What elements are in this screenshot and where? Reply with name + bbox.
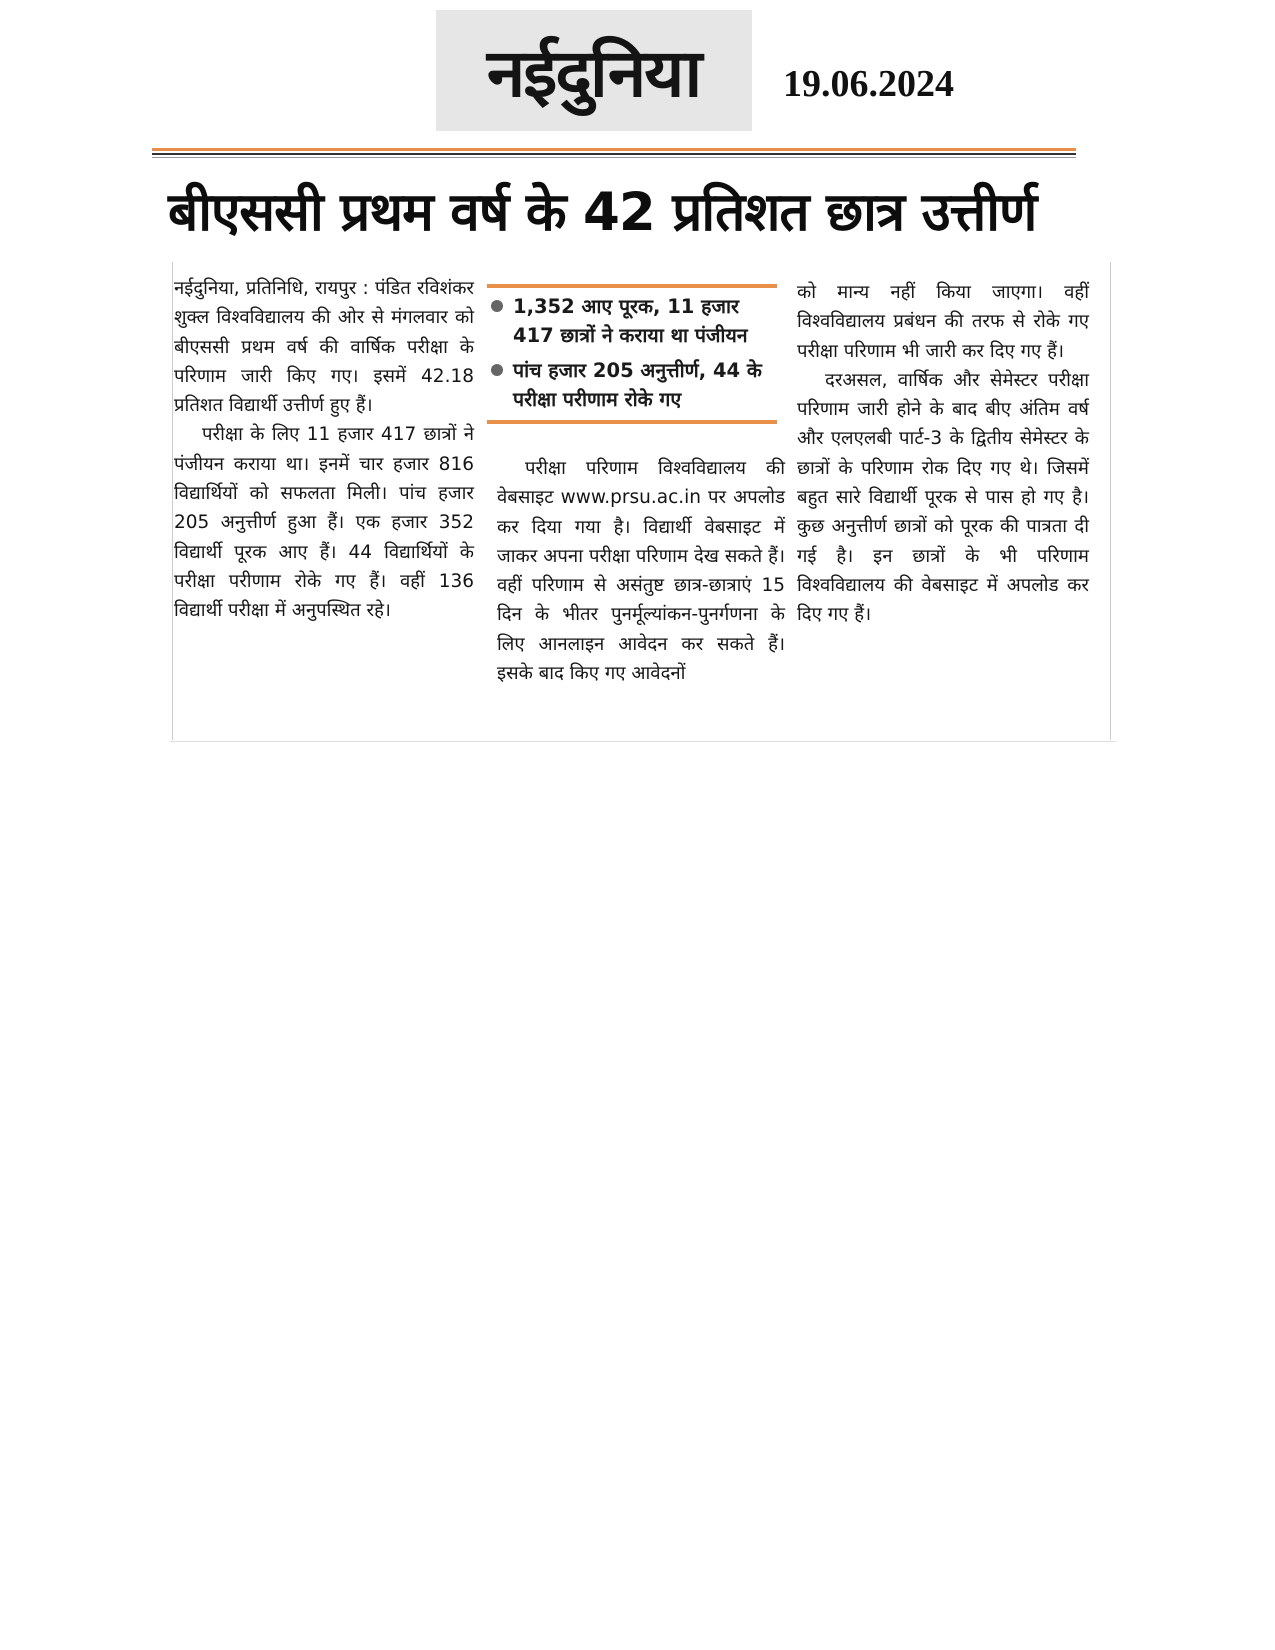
masthead-logo: नईदुनिया — [487, 34, 701, 112]
column3-paragraph-1: को मान्य नहीं किया जाएगा। वहीं विश्वविद्यालय प्रबंधन की तरफ से रोके गए परीक्षा परिणाम भी जारी कर दिए गए हैं। — [797, 282, 1089, 362]
bullet-icon — [491, 364, 503, 376]
newspaper-masthead — [436, 10, 752, 131]
highlight-text: 1,352 आए पूरक, 11 हजार 417 छात्रों ने कराया था पंजीयन — [513, 295, 748, 347]
highlight-item — [487, 356, 777, 414]
bullet-icon — [491, 300, 503, 312]
column1-paragraph-1: नईदुनिया, प्रतिनिधि, रायपुर : पंडित रविशंकर शुक्ल विश्वविद्यालय की ओर से मंगलवार को बीएससी प्रथम वर्ष की वार्षिक परीक्षा के परिणाम जारी किए गए। इसमें 42.18 प्रतिशत विद्यार्थी उत्तीर्ण हुए हैं। — [174, 278, 474, 417]
column3-paragraph-2: दरअसल, वार्षिक और सेमेस्टर परीक्षा परिणाम जारी होने के बाद बीए अंतिम वर्ष और एलएलबी पार्ट-3 के द्वितीय सेमेस्टर के छात्रों के परिणाम रोक दिए गए थे। जिसमें बहुत सारे विद्यार्थी पूरक से पास हो गए है। कुछ अनुत्तीर्ण छात्रों को पूरक की पात्रता दी गई है। इन छात्रों के भी परिणाम विश्वविद्यालय की वेबसाइट में अपलोड कर दिए गए हैं। — [797, 369, 1089, 626]
article-column-2 — [497, 454, 785, 688]
publication-date: 19.06.2024 — [783, 63, 954, 105]
highlights-bottom-rule — [487, 420, 777, 424]
highlight-item — [487, 292, 777, 350]
article-column-1 — [174, 274, 474, 626]
column2-paragraph-1: परीक्षा परिणाम विश्वविद्यालय की वेबसाइट www.prsu.ac.in पर अपलोड कर दिया गया है। विद्यार्थी वेबसाइट में जाकर अपना परीक्षा परिणाम देख सकते हैं। वहीं परिणाम से असंतुष्ट छात्र-छात्राएं 15 दिन के भीतर पुनर्मूल्यांकन-पुनर्गणना के लिए आनलाइन आवेदन कर सकते हैं। इसके बाद किए गए आवेदनों — [497, 458, 785, 685]
column1-paragraph-2: परीक्षा के लिए 11 हजार 417 छात्रों ने पंजीयन कराया था। इनमें चार हजार 816 विद्यार्थियों को सफलता मिली। पांच हजार 205 अनुत्तीर्ण हुआ हैं। एक हजार 352 विद्यार्थी पूरक आए हैं। 44 विद्यार्थियों के परीक्षा परीणाम रोके गए हैं। वहीं 136 विद्यार्थी परीक्षा में अनुपस्थित रहे। — [174, 424, 474, 622]
highlights-box — [487, 284, 777, 424]
header-rule — [152, 148, 1076, 158]
article-column-3 — [797, 278, 1089, 630]
highlight-text: पांच हजार 205 अनुत्तीर्ण, 44 के परीक्षा परीणाम रोके गए — [513, 359, 762, 411]
column-divider — [172, 262, 173, 740]
column-divider — [1110, 262, 1111, 740]
clipping-bottom-edge — [170, 741, 1116, 742]
highlights-top-rule — [487, 284, 777, 288]
article-headline: बीएससी प्रथम वर्ष के 42 प्रतिशत छात्र उत्तीर्ण — [168, 182, 1037, 243]
